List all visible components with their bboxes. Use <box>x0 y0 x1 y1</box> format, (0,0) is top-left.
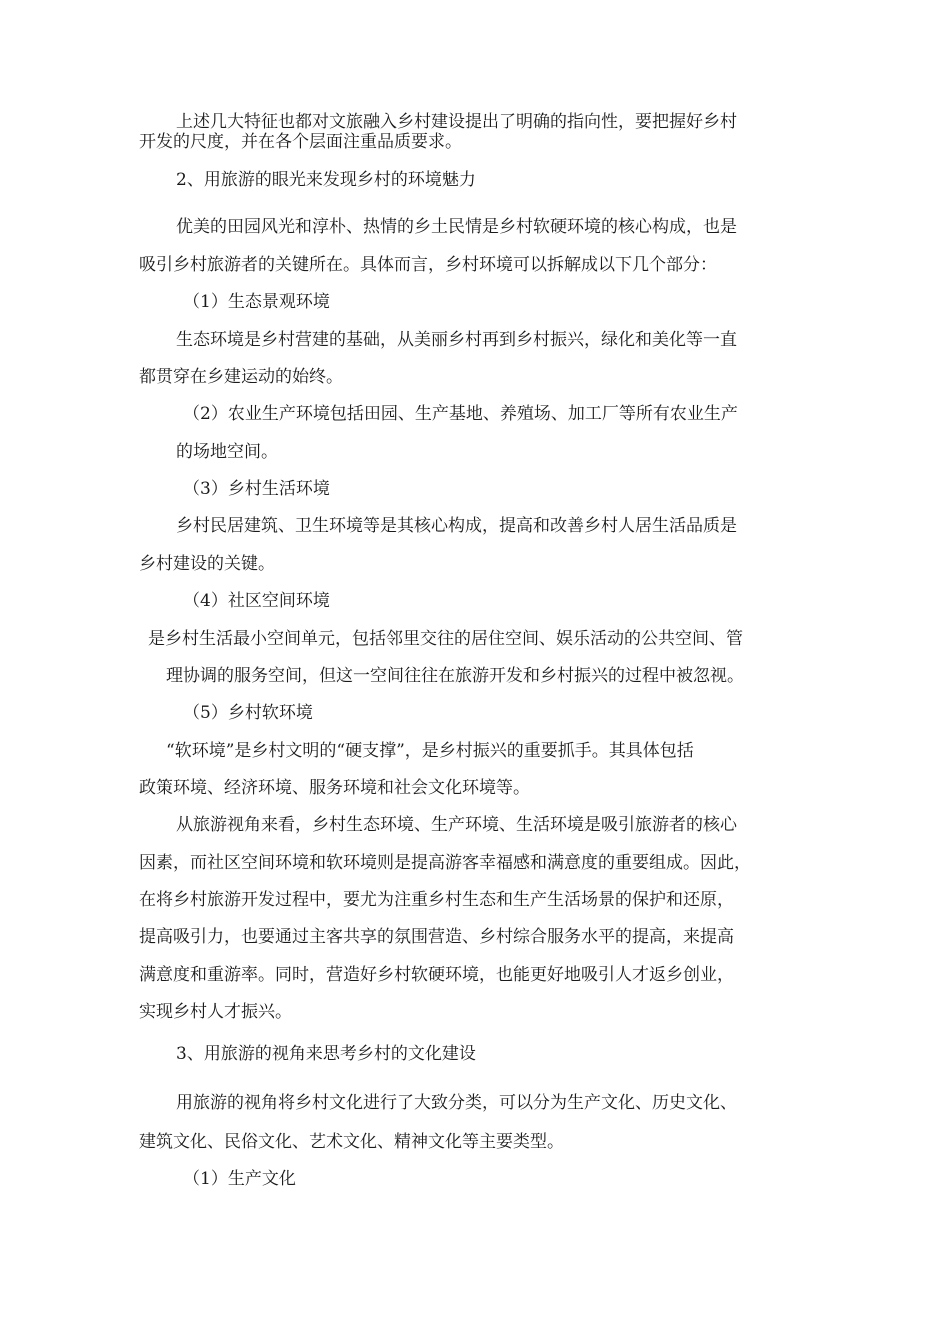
subsection-heading: （1）生产文化 <box>183 1169 296 1189</box>
paragraph-line: 因素，而社区空间环境和软环境则是提高游客幸福感和满意度的重要组成。因此， <box>139 853 751 873</box>
paragraph-line: 政策环境、经济环境、服务环境和社会文化环境等。 <box>139 778 530 798</box>
paragraph-line: 提高吸引力，也要通过主客共享的氛围营造、乡村综合服务水平的提高，来提高 <box>139 927 734 947</box>
paragraph-line: 优美的田园风光和淳朴、热情的乡土民情是乡村软硬环境的核心构成，也是 <box>176 217 737 237</box>
paragraph-line: 的场地空间。 <box>176 442 278 462</box>
subsection-heading: （5）乡村软环境 <box>183 703 313 723</box>
paragraph-line: 在将乡村旅游开发过程中，要尤为注重乡村生态和生产生活场景的保护和还原， <box>139 890 734 910</box>
paragraph-line: 生态环境是乡村营建的基础，从美丽乡村再到乡村振兴，绿化和美化等一直 <box>176 330 737 350</box>
paragraph-line: 理协调的服务空间，但这一空间往往在旅游开发和乡村振兴的过程中被忽视。 <box>166 666 744 686</box>
paragraph-line: 从旅游视角来看，乡村生态环境、生产环境、生活环境是吸引旅游者的核心 <box>176 815 737 835</box>
subsection-heading: （3）乡村生活环境 <box>183 479 330 499</box>
section-heading: 2、用旅游的眼光来发现乡村的环境魅力 <box>176 170 476 190</box>
paragraph-line: 乡村民居建筑、卫生环境等是其核心构成，提高和改善乡村人居生活品质是 <box>176 516 737 536</box>
paragraph-line: “软环境”是乡村文明的“硬支撑”，是乡村振兴的重要抓手。其具体包括 <box>166 741 694 761</box>
subsection-heading: （4）社区空间环境 <box>183 591 330 611</box>
paragraph-line: 满意度和重游率。同时，营造好乡村软硬环境，也能更好地吸引人才返乡创业， <box>139 965 734 985</box>
paragraph-line: 乡村建设的关键。 <box>139 554 275 574</box>
paragraph-line: （2）农业生产环境包括田园、生产基地、养殖场、加工厂等所有农业生产 <box>183 404 738 424</box>
paragraph-line: 用旅游的视角将乡村文化进行了大致分类，可以分为生产文化、历史文化、 <box>176 1093 737 1113</box>
paragraph-line: 都贯穿在乡建运动的始终。 <box>139 367 343 387</box>
paragraph-line: 是乡村生活最小空间单元，包括邻里交往的居住空间、娱乐活动的公共空间、管 <box>148 629 743 649</box>
paragraph-line: 建筑文化、民俗文化、艺术文化、精神文化等主要类型。 <box>139 1132 564 1152</box>
paragraph-line: 开发的尺度，并在各个层面注重品质要求。 <box>139 132 462 152</box>
subsection-heading: （1）生态景观环境 <box>183 292 330 312</box>
paragraph-line: 上述几大特征也都对文旅融入乡村建设提出了明确的指向性，要把握好乡村 <box>176 112 737 132</box>
section-heading: 3、用旅游的视角来思考乡村的文化建设 <box>176 1044 476 1064</box>
paragraph-line: 吸引乡村旅游者的关键所在。具体而言，乡村环境可以拆解成以下几个部分： <box>139 255 717 275</box>
paragraph-line: 实现乡村人才振兴。 <box>139 1002 292 1022</box>
